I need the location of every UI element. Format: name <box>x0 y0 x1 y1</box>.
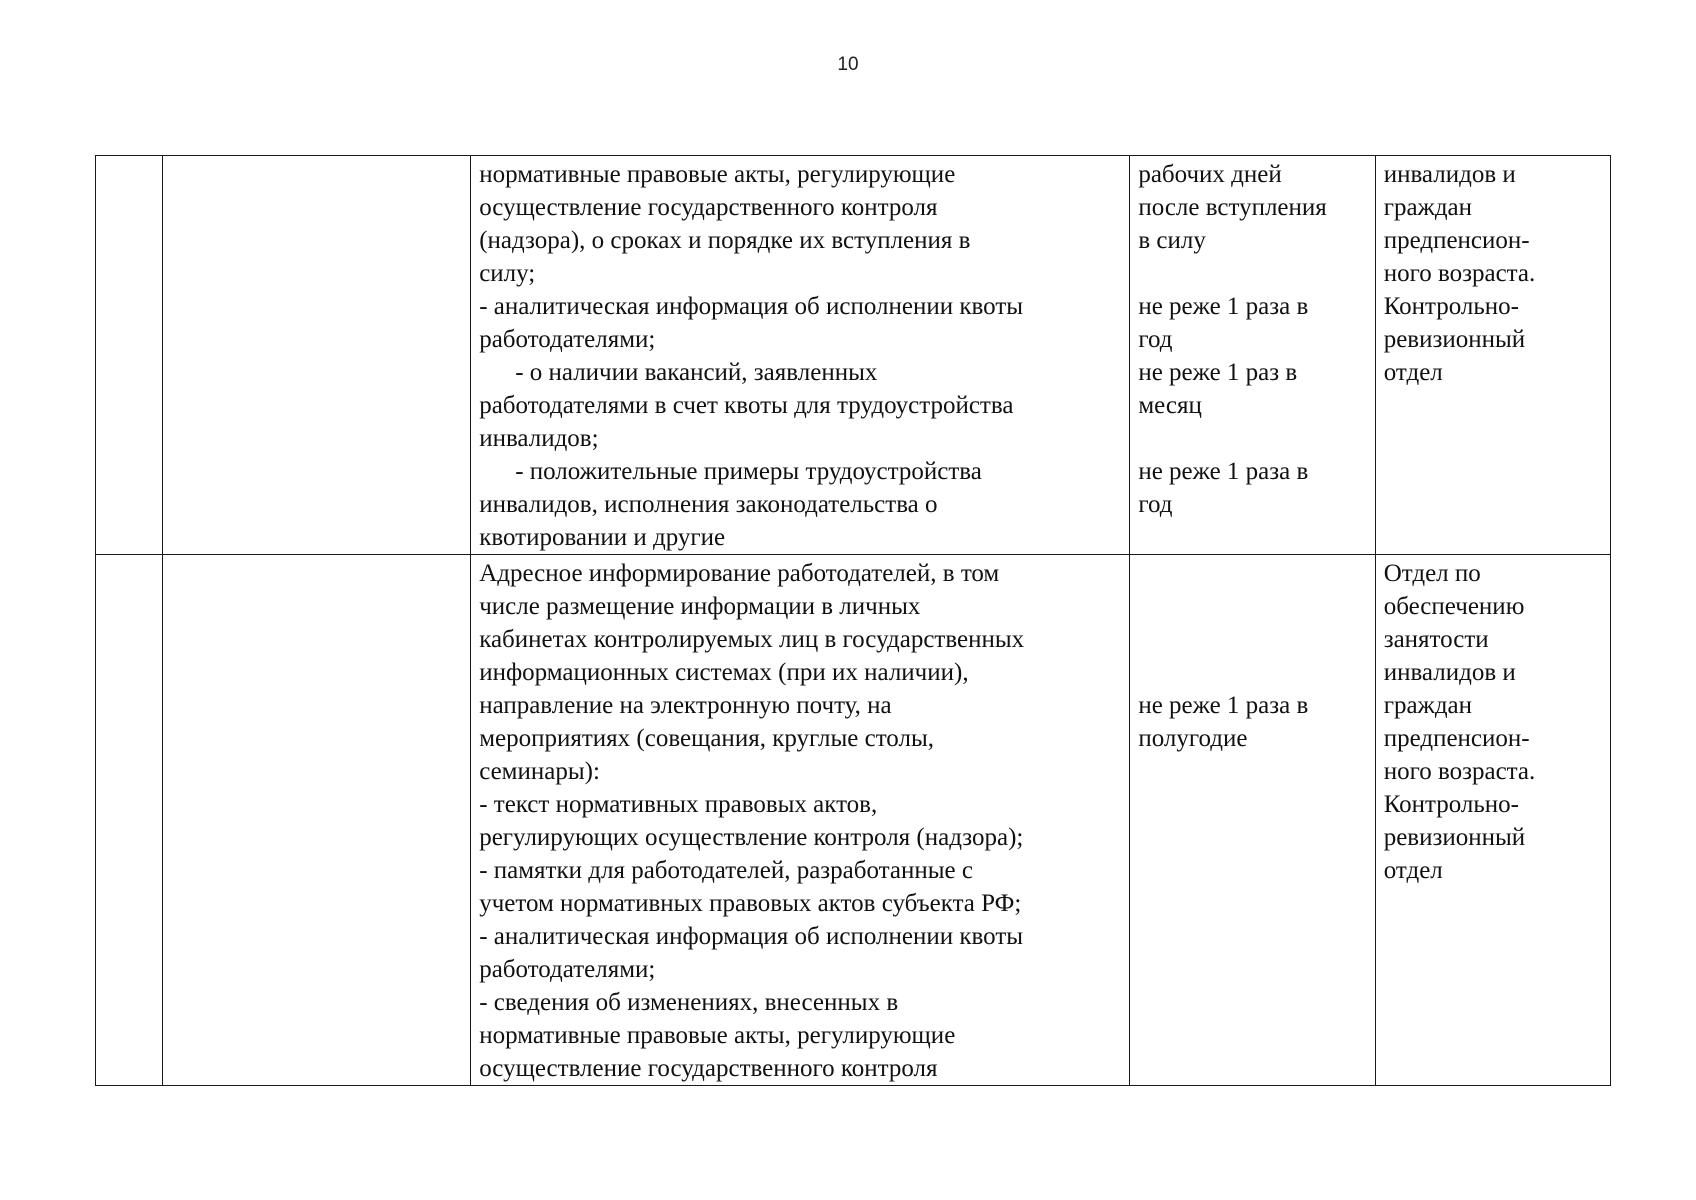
responsible-line: граждан <box>1383 194 1473 221</box>
responsible-line: граждан <box>1383 692 1473 719</box>
term-line: не реже 1 раз в <box>1138 359 1298 386</box>
responsible-line: ревизионный <box>1383 824 1526 851</box>
content-line: инвалидов, исполнения законодательства о <box>479 491 938 518</box>
content-line: силу; <box>479 260 536 287</box>
responsible-line: инвалидов и <box>1383 659 1516 686</box>
table-row <box>96 156 1611 555</box>
term-cell <box>1130 555 1375 1086</box>
term-line <box>1138 422 1366 455</box>
term-line: не реже 1 раза в <box>1138 293 1309 320</box>
responsible-line: обеспечению <box>1383 593 1525 620</box>
content-line: - сведения об изменениях, внесенных в <box>479 989 899 1016</box>
responsible-line: предпенсион- <box>1383 227 1530 254</box>
term-cell <box>1130 156 1375 555</box>
term-line: месяц <box>1138 392 1202 419</box>
responsible-line: ного возраста. <box>1383 758 1536 785</box>
term-line: в силу <box>1138 227 1206 254</box>
responsible-cell <box>1375 555 1610 1086</box>
content-line: мероприятиях (совещания, круглые столы, <box>479 725 934 752</box>
content-line: регулирующих осуществление контроля (надзора); <box>479 824 1024 851</box>
term-line: рабочих дней <box>1138 161 1282 188</box>
content-line: - текст нормативных правовых актов, <box>479 791 878 818</box>
content-line: - положительные примеры трудоустройства <box>515 458 982 485</box>
page-number: 10 <box>837 54 859 75</box>
responsible-line: инвалидов и <box>1383 161 1516 188</box>
content-line: учетом нормативных правовых актов субъекта РФ; <box>479 890 1022 917</box>
term-line <box>1138 557 1366 590</box>
row-number-cell <box>96 156 163 555</box>
responsible-cell <box>1375 156 1610 555</box>
responsible-line: Контрольно- <box>1383 293 1519 320</box>
term-line <box>1138 257 1366 290</box>
term-line: год <box>1138 491 1173 518</box>
content-line: осуществление государственного контроля <box>479 1055 938 1082</box>
measures-table <box>95 155 1611 1086</box>
term-line: после вступления <box>1138 194 1327 221</box>
content-line: инвалидов; <box>479 425 599 452</box>
responsible-line: занятости <box>1383 626 1489 653</box>
term-line: полугодие <box>1138 725 1248 752</box>
content-line: работодателями; <box>479 326 656 353</box>
responsible-line: ревизионный <box>1383 326 1526 353</box>
content-cell <box>471 555 1130 1086</box>
content-line: нормативные правовые акты, регулирующие <box>479 161 956 188</box>
content-line: осуществление государственного контроля <box>479 194 938 221</box>
content-line: работодателями; <box>479 956 656 983</box>
term-line <box>1138 656 1366 689</box>
term-line <box>1138 590 1366 623</box>
term-line: год <box>1138 326 1173 353</box>
content-line: Адресное информирование работодателей, в том <box>479 560 1000 587</box>
responsible-line: Контрольно- <box>1383 791 1519 818</box>
content-line: (надзора), о сроках и порядке их вступления в <box>479 227 971 254</box>
content-line: информационных системах (при их наличии), <box>479 659 969 686</box>
measure-name-cell <box>162 555 470 1086</box>
responsible-line: предпенсион- <box>1383 725 1530 752</box>
content-line: числе размещение информации в личных <box>479 593 921 620</box>
responsible-line: отдел <box>1383 857 1443 884</box>
content-line: работодателями в счет квоты для трудоустройства <box>479 392 1014 419</box>
term-line: не реже 1 раза в <box>1138 458 1309 485</box>
responsible-line: отдел <box>1383 359 1443 386</box>
content-line: нормативные правовые акты, регулирующие <box>479 1022 956 1049</box>
table-row <box>96 555 1611 1086</box>
content-line: - о наличии вакансий, заявленных <box>515 359 878 386</box>
content-line: - аналитическая информация об исполнении квоты <box>479 293 1024 320</box>
content-line: семинары): <box>479 758 600 785</box>
content-cell <box>471 156 1130 555</box>
content-line: направление на электронную почту, на <box>479 692 892 719</box>
measure-name-cell <box>162 156 470 555</box>
content-line: квотировании и другие <box>479 524 726 551</box>
responsible-line: ного возраста. <box>1383 260 1536 287</box>
row-number-cell <box>96 555 163 1086</box>
content-line: кабинетах контролируемых лиц в государственных <box>479 626 1025 653</box>
content-line: - аналитическая информация об исполнении квоты <box>479 923 1024 950</box>
responsible-line: Отдел по <box>1383 560 1481 587</box>
term-line <box>1138 623 1366 656</box>
term-line: не реже 1 раза в <box>1138 692 1309 719</box>
content-line: - памятки для работодателей, разработанные с <box>479 857 973 884</box>
